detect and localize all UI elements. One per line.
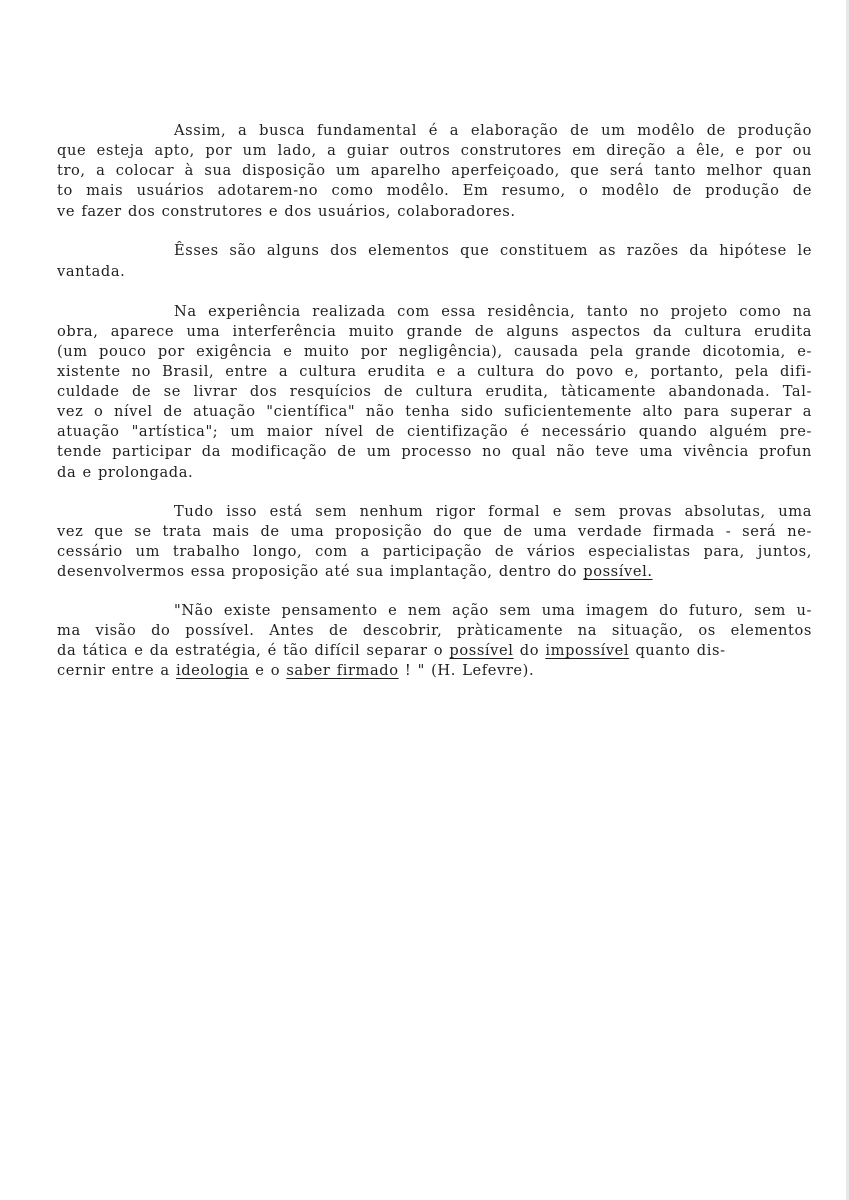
paragraph-line: obra, aparece uma interferência muito grande de alguns aspectos da cultura erudita bbox=[57, 323, 812, 340]
paragraph-line: ve fazer dos construtores e dos usuários, colaboradores. bbox=[57, 203, 516, 220]
underlined-word: saber firmado bbox=[286, 662, 399, 679]
line-text: desenvolvermos essa proposição até sua implantação, dentro do bbox=[57, 563, 578, 580]
line-text: e o bbox=[255, 662, 287, 679]
paragraph-line: atuação "artística"; um maior nível de cientifização é necessário quando alguém pre- bbox=[57, 423, 812, 440]
paragraph-line: (um pouco por exigência e muito por negligência), causada pela grande dicotomia, e- bbox=[57, 343, 812, 360]
line-text: ! " (H. Lefevre). bbox=[404, 662, 535, 679]
paragraph-line: Êsses são alguns dos elementos que constituem as razões da hipótese le bbox=[174, 242, 812, 259]
paragraph-line: vantada. bbox=[57, 263, 126, 280]
paragraph-line bbox=[57, 661, 534, 680]
paragraph-line: da e prolongada. bbox=[57, 464, 194, 481]
paragraph-line: cessário um trabalho longo, com a participação de vários especialistas para, juntos, bbox=[57, 543, 812, 560]
paragraph-line: culdade de se livrar dos resquícios de cultura erudita, tàticamente abandonada. Tal- bbox=[57, 383, 812, 400]
paragraph-line: Tudo isso está sem nenhum rigor formal e sem provas absolutas, uma bbox=[174, 503, 812, 520]
line-text: do bbox=[519, 642, 546, 659]
paragraph-line: Assim, a busca fundamental é a elaboração de um modêlo de produção bbox=[174, 122, 812, 139]
paragraph-line bbox=[57, 562, 653, 581]
underlined-word: impossível bbox=[545, 642, 630, 659]
paragraph-line: Na experiência realizada com essa residência, tanto no projeto como na bbox=[174, 303, 812, 320]
paragraph-line: to mais usuários adotarem-no como modêlo. Em resumo, o modêlo de produção de bbox=[57, 182, 812, 199]
paragraph-line: xistente no Brasil, entre a cultura erudita e a cultura do povo e, portanto, pela difi- bbox=[57, 363, 812, 380]
line-text: cernir entre a bbox=[57, 662, 176, 679]
line-text: da tática e da estratégia, é tão difícil separar o bbox=[57, 642, 444, 659]
paragraph-line: ma visão do possível. Antes de descobrir, pràticamente na situação, os elementos bbox=[57, 622, 812, 639]
paragraph-line: tende participar da modificação de um processo no qual não teve uma vivência profun bbox=[57, 443, 812, 460]
paragraph-line: que esteja apto, por um lado, a guiar outros construtores em direção a êle, e por ou bbox=[57, 142, 812, 159]
paragraph-line: "Não existe pensamento e nem ação sem uma imagem do futuro, sem u- bbox=[174, 602, 812, 619]
underlined-word: possível bbox=[449, 642, 514, 659]
line-text: quanto dis- bbox=[635, 642, 726, 659]
underlined-word: possível. bbox=[583, 563, 653, 580]
underlined-word: ideologia bbox=[175, 662, 249, 679]
paragraph-line: vez que se trata mais de uma proposição do que de uma verdade firmada - será ne- bbox=[57, 523, 812, 540]
paragraph-line bbox=[57, 641, 726, 660]
paragraph-line: vez o nível de atuação "científica" não tenha sido suficientemente alto para superar a bbox=[57, 403, 812, 420]
paragraph-line: tro, a colocar à sua disposição um aparelho aperfeiçoado, que será tanto melhor quan bbox=[57, 162, 812, 179]
